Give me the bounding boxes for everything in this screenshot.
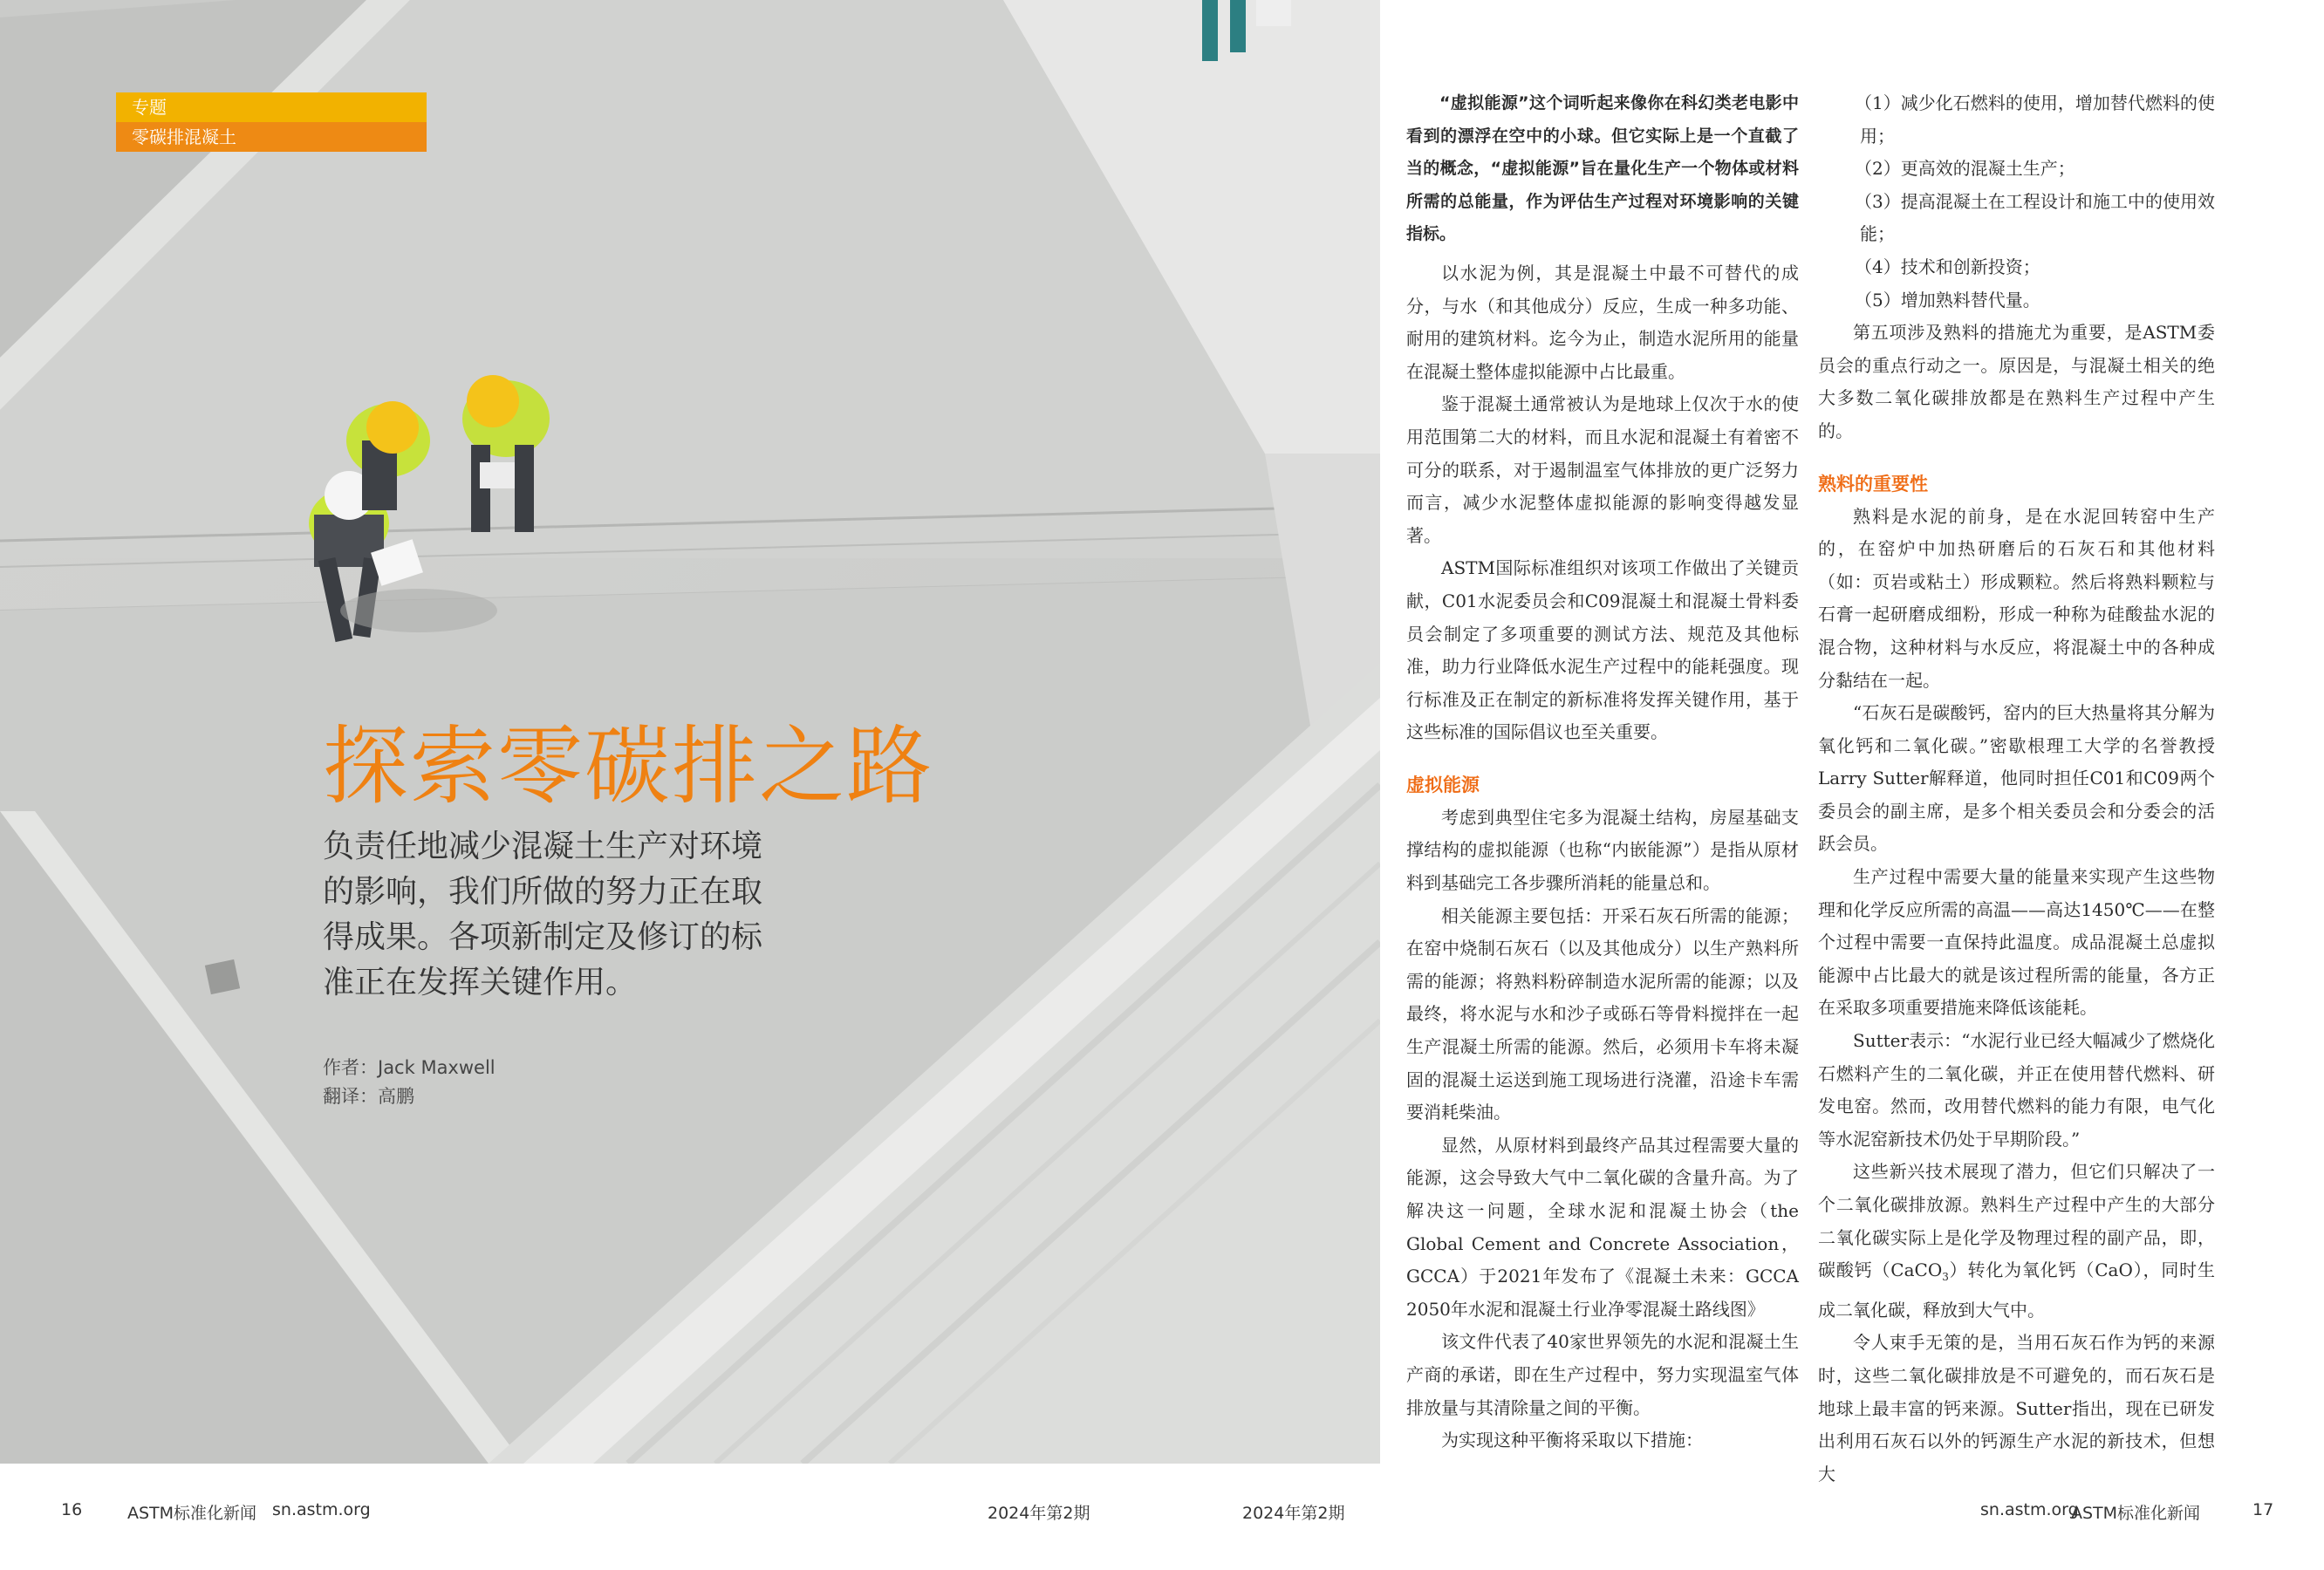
article-intro: “虚拟能源”这个词听起来像你在科幻类老电影中看到的漂浮在空中的小球。但它实际上是一个直截了当的概念，“虚拟能源”旨在量化生产一个物体或材料所需的总能量，作为评估生产过程对环境影响的关键指标。 bbox=[1406, 93, 1799, 244]
list-item: （2）更高效的混凝土生产； bbox=[1855, 158, 2075, 180]
paragraph: 以水泥为例，其是混凝土中最不可替代的成分，与水（和其他成分）反应，生成一种多功能、耐用的建筑材料。迄今为止，制造水泥所用的能量在混凝土整体虚拟能源中占比最重。 bbox=[1406, 262, 1799, 382]
list-item: （4）技术和创新投资； bbox=[1855, 256, 2040, 277]
right-publication-name: ASTM标准化新闻 bbox=[2071, 1504, 2201, 1523]
subscript: 3 bbox=[1942, 1271, 1949, 1284]
section-tag bbox=[116, 92, 427, 152]
left-publication-name: ASTM标准化新闻 bbox=[127, 1504, 257, 1523]
article-lead: 负责任地减少混凝土生产对环境的影响，我们所做的努力正在取得成果。各项新制定及修订的标准正在发挥关键作用。 bbox=[323, 829, 763, 1000]
list-item: （5）增加熟料替代量。 bbox=[1855, 289, 2040, 311]
paragraph: 第五项涉及熟料的措施尤为重要，是ASTM委员会的重点行动之一。原因是，与混凝土相关的绝大多数二氧化碳排放都是在熟料生产过程中产生的。 bbox=[1818, 322, 2215, 441]
paragraph: “石灰石是碳酸钙，窑内的巨大热量将其分解为氧化钙和二氧化碳。”密歇根理工大学的名誉教授Larry Sutter解释道，他同时担任C01和C09两个委员会的副主席，是多个相关委员会和分委会的活跃会员。 bbox=[1818, 702, 2215, 855]
author: 作者：Jack Maxwell bbox=[323, 1057, 496, 1078]
right-footer-url: sn.astm.org bbox=[1980, 1500, 2079, 1519]
paragraph-text: 这些新兴技术展现了潜力，但它们只解决了一个二氧化碳排放源。熟料生产过程中产生的大部分二氧化碳实际上是化学及物理过程的副产品，即，碳酸钙（CaCO bbox=[1818, 1161, 2215, 1281]
section-heading: 虚拟能源 bbox=[1406, 774, 1480, 795]
paragraph: Sutter表示：“水泥行业已经大幅减少了燃烧化石燃料产生的二氧化碳，并正在使用替代燃料、研发电窑。然而，改用替代燃料的能力有限，电气化等水泥窑新技术仍处于早期阶段。” bbox=[1818, 1030, 2215, 1150]
section-tag-label: 专题 bbox=[116, 92, 427, 122]
right-page-number: 17 bbox=[2252, 1500, 2274, 1519]
article-title: 探索零碳排之路 bbox=[323, 717, 934, 816]
right-issue: 2024年第2期 bbox=[1242, 1504, 1345, 1523]
paragraph: 相关能源主要包括：开采石灰石所需的能源；在窑中烧制石灰石（以及其他成分）以生产熟料所需的能源；将熟料粉碎制造水泥所需的能源；以及最终，将水泥与水和沙子或砾石等骨料搅拌在一起生产混凝土所需的能源。然后，必须用卡车将未凝固的混凝土运送到施工现场进行浇灌，沿途卡车需要消耗柴油。 bbox=[1406, 904, 1799, 1123]
paragraph-text: ）转化为氧化钙（CaO），同时生成二氧化碳，释放到大气中。 bbox=[1818, 1259, 2215, 1321]
byline bbox=[323, 1054, 496, 1111]
article-column-1 bbox=[1406, 87, 1799, 1457]
paragraph: 考虑到典型住宅多为混凝土结构，房屋基础支撑结构的虚拟能源（也称“内嵌能源”）是指从原材料到基础完工各步骤所消耗的能量总和。 bbox=[1406, 806, 1799, 894]
paragraph: ASTM国际标准组织对该项工作做出了关键贡献，C01水泥委员会和C09混凝土和混凝土骨料委员会制定了多项重要的测试方法、规范及其他标准，助力行业降低水泥生产过程中的能耗强度。现行标准及正在制定的新标准将发挥关键作用，基于这些标准的国际倡议也至关重要。 bbox=[1406, 557, 1799, 743]
paragraph: 为实现这种平衡将采取以下措施： bbox=[1441, 1430, 1703, 1451]
paragraph: 生产过程中需要大量的能量来实现产生这些物理和化学反应所需的高温——高达1450℃——在整个过程中需要一直保持此温度。成品混凝土总虚拟能源中占比最大的就是该过程所需的能量，各方正在采取多项重要措施来降低该能耗。 bbox=[1818, 866, 2215, 1019]
article-column-2 bbox=[1818, 87, 2215, 1491]
section-heading: 熟料的重要性 bbox=[1818, 473, 1928, 495]
paragraph: 令人束手无策的是，当用石灰石作为钙的来源时，这些二氧化碳排放是不可避免的，而石灰石是地球上最丰富的钙来源。Sutter指出，现在已研发出利用石灰石以外的钙源生产水泥的新技术，但想大 bbox=[1818, 1332, 2215, 1485]
paragraph: 显然，从原材料到最终产品其过程需要大量的能源，这会导致大气中二氧化碳的含量升高。为了解决这一问题，全球水泥和混凝土协会（the Global Cement and Concrete Association，GCCA）于2021年发布了《混凝土未来：GCCA 2050年水泥和混凝土行业净零混凝土路线图》 bbox=[1406, 1134, 1799, 1320]
list-item: （3）提高混凝土在工程设计和施工中的使用效能； bbox=[1855, 190, 2215, 245]
left-page-number: 16 bbox=[61, 1500, 83, 1519]
subsection-tag-label: 零碳排混凝土 bbox=[116, 122, 427, 152]
translator: 翻译：高鹏 bbox=[323, 1086, 414, 1107]
paragraph: 该文件代表了40家世界领先的水泥和混凝土生产商的承诺，即在生产过程中，努力实现温室气体排放量与其清除量之间的平衡。 bbox=[1406, 1331, 1799, 1418]
left-issue: 2024年第2期 bbox=[988, 1504, 1090, 1523]
paragraph: 鉴于混凝土通常被认为是地球上仅次于水的使用范围第二大的材料，而且水泥和混凝土有着密不可分的联系，对于遏制温室气体排放的更广泛努力而言，减少水泥整体虚拟能源的影响变得越发显著。 bbox=[1406, 393, 1799, 546]
left-footer-url: sn.astm.org bbox=[272, 1500, 371, 1519]
list-item: （1）减少化石燃料的使用，增加替代燃料的使用； bbox=[1855, 92, 2215, 147]
paragraph bbox=[1818, 1156, 2215, 1327]
paragraph: 熟料是水泥的前身，是在水泥回转窑中生产的，在窑炉中加热研磨后的石灰石和其他材料（如：页岩或粘土）形成颗粒。然后将熟料颗粒与石膏一起研磨成细粉，形成一种称为硅酸盐水泥的混合物，这种材料与水反应，将混凝土中的各种成分黏结在一起。 bbox=[1818, 505, 2215, 691]
